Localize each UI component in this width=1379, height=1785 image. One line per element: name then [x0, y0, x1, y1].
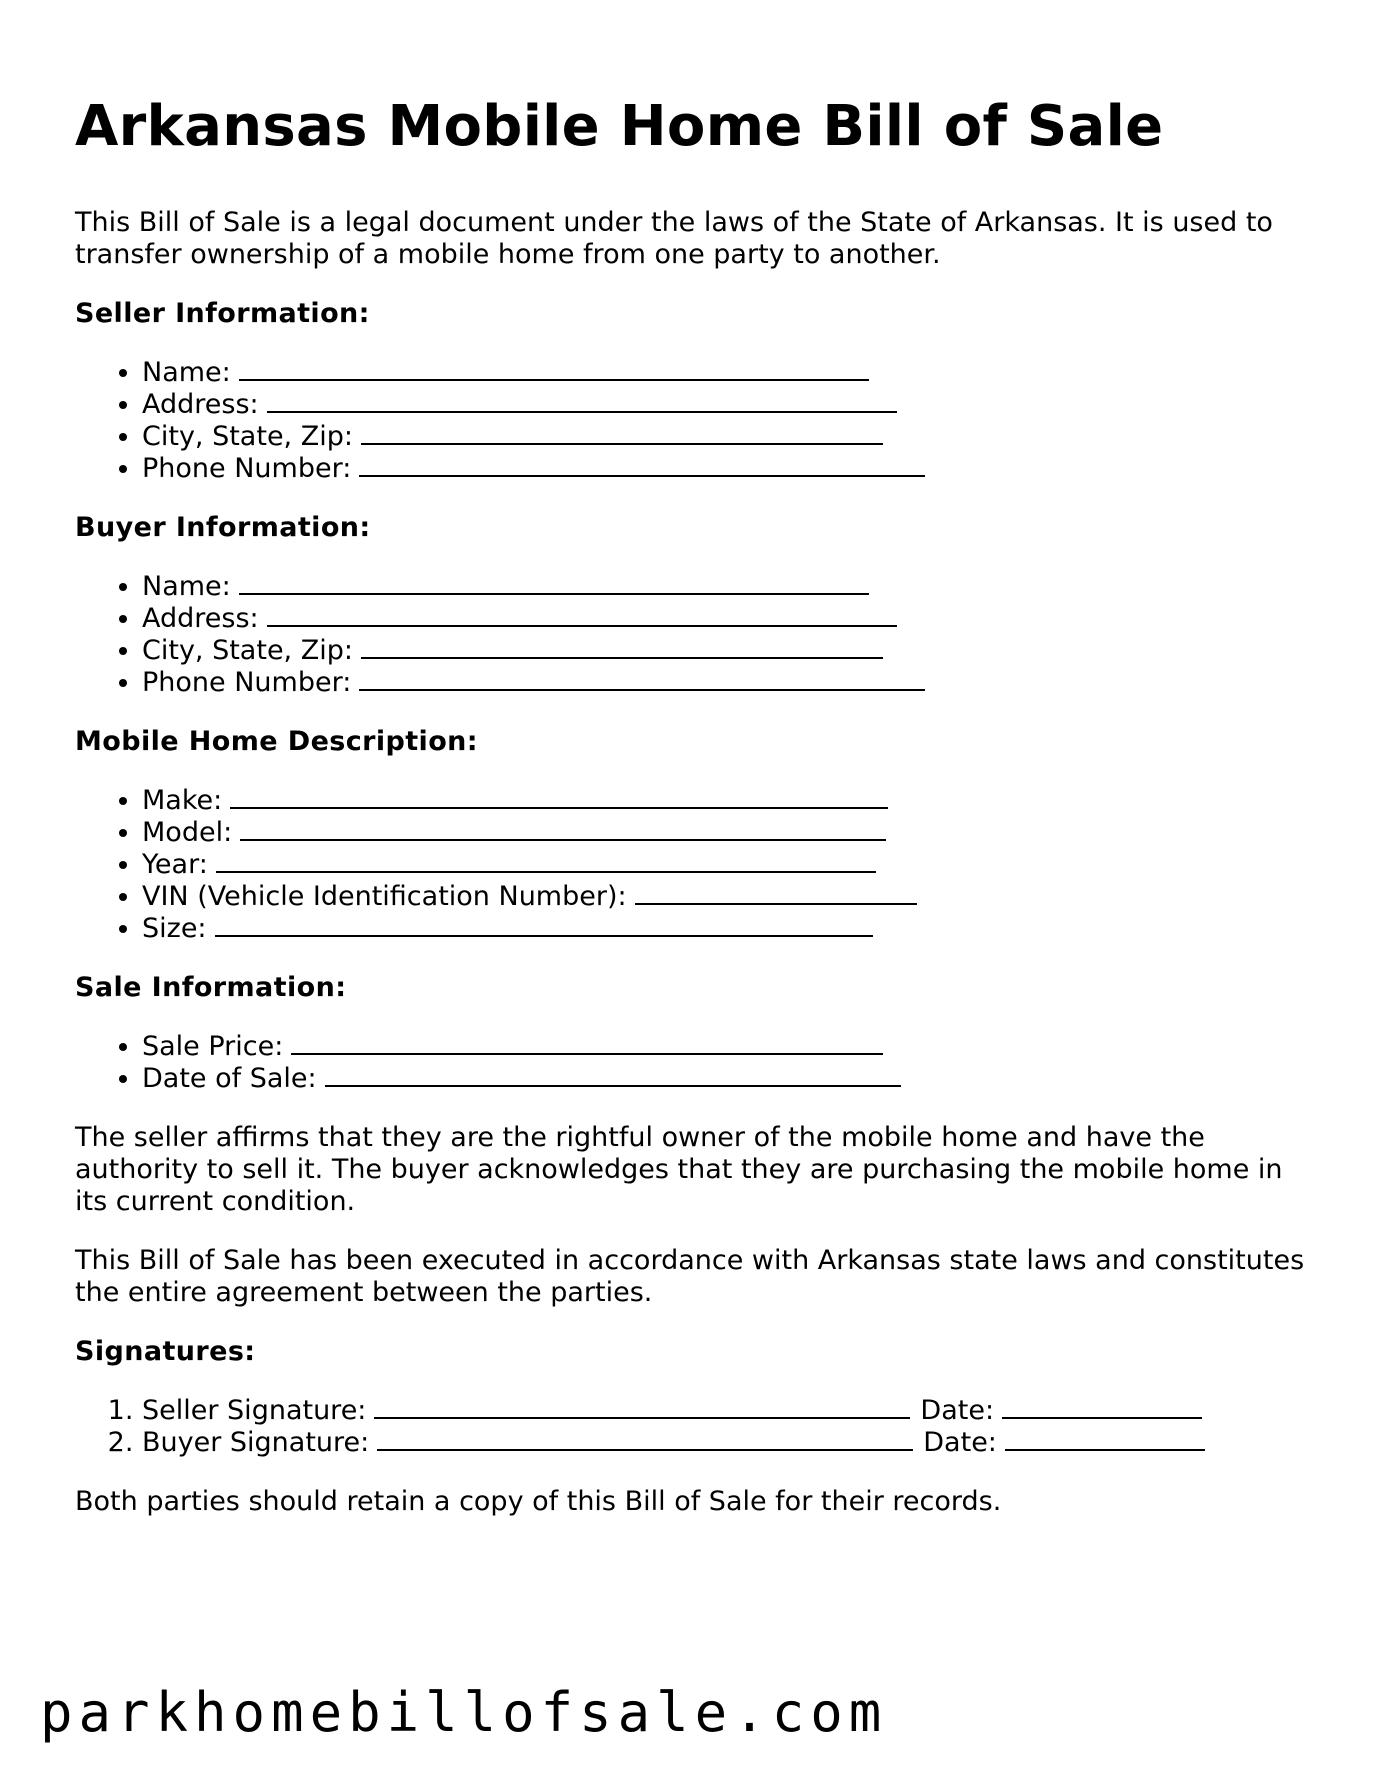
home-year-field[interactable]: • Year:	[142, 849, 1315, 881]
home-size-blank[interactable]	[215, 913, 873, 937]
sale-heading: Sale Information:	[75, 972, 347, 1003]
buyer-city-state-zip-blank[interactable]	[361, 635, 883, 659]
signature-list	[75, 1395, 1315, 1459]
buyer-city-state-zip-field[interactable]: • City, State, Zip:	[142, 635, 1315, 667]
document-title: Arkansas Mobile Home Bill of Sale	[75, 94, 1164, 159]
seller-fields	[75, 357, 1315, 485]
buyer-phone-field[interactable]: • Phone Number:	[142, 667, 1315, 699]
buyer-name-field[interactable]: • Name:	[142, 571, 1315, 603]
seller-address-blank[interactable]	[267, 389, 897, 413]
sale-date-blank[interactable]	[325, 1063, 901, 1087]
sale-price-field[interactable]: • Sale Price:	[142, 1031, 1315, 1063]
buyer-address-blank[interactable]	[267, 603, 897, 627]
footer-watermark: parkhomebillofsale.com	[40, 1681, 888, 1744]
signatures-heading: Signatures:	[75, 1336, 256, 1367]
sale-date-field[interactable]: • Date of Sale:	[142, 1063, 1315, 1095]
buyer-address-field[interactable]: • Address:	[142, 603, 1315, 635]
execution-paragraph: This Bill of Sale has been executed in accordance with Arkansas state laws and constitutes the entire agreement between the parties.	[75, 1245, 1305, 1308]
affirmation-paragraph: The seller affirms that they are the rightful owner of the mobile home and have the authority to sell it. The buyer acknowledges that they are purchasing the mobile home in its current condition.	[75, 1122, 1283, 1217]
home-model-blank[interactable]	[240, 817, 886, 841]
buyer-fields	[75, 571, 1315, 699]
seller-heading: Seller Information:	[75, 298, 370, 329]
buyer-phone-blank[interactable]	[359, 667, 925, 691]
document-page	[75, 92, 1315, 1518]
home-fields	[75, 785, 1315, 945]
sale-fields	[75, 1031, 1315, 1095]
seller-address-field[interactable]: • Address:	[142, 389, 1315, 421]
seller-city-state-zip-blank[interactable]	[361, 421, 883, 445]
buyer-name-blank[interactable]	[239, 571, 869, 595]
home-make-blank[interactable]	[230, 785, 888, 809]
buyer-heading: Buyer Information:	[75, 512, 371, 543]
seller-city-state-zip-field[interactable]: • City, State, Zip:	[142, 421, 1315, 453]
buyer-signature-blank[interactable]	[377, 1427, 913, 1451]
home-make-field[interactable]: • Make:	[142, 785, 1315, 817]
seller-phone-blank[interactable]	[359, 453, 925, 477]
sale-price-blank[interactable]	[291, 1031, 883, 1055]
seller-name-blank[interactable]	[239, 357, 869, 381]
seller-signature-row: 1. Seller Signature: Date:	[142, 1395, 1315, 1427]
home-vin-blank[interactable]	[635, 881, 917, 905]
seller-date-blank[interactable]	[1002, 1395, 1202, 1419]
closing-paragraph: Both parties should retain a copy of this Bill of Sale for their records.	[75, 1486, 1002, 1517]
intro-paragraph: This Bill of Sale is a legal document under the laws of the State of Arkansas. It is used to transfer ownership of a mobile home from one party to another.	[75, 207, 1273, 270]
home-year-blank[interactable]	[216, 849, 876, 873]
home-size-field[interactable]: • Size:	[142, 913, 1315, 945]
seller-signature-blank[interactable]	[374, 1395, 910, 1419]
buyer-signature-row: 2. Buyer Signature: Date:	[142, 1427, 1315, 1459]
buyer-date-blank[interactable]	[1005, 1427, 1205, 1451]
home-heading: Mobile Home Description:	[75, 726, 478, 757]
home-vin-field[interactable]: • VIN (Vehicle Identification Number):	[142, 881, 1315, 913]
seller-name-field[interactable]: • Name:	[142, 357, 1315, 389]
seller-phone-field[interactable]: • Phone Number:	[142, 453, 1315, 485]
home-model-field[interactable]: • Model:	[142, 817, 1315, 849]
